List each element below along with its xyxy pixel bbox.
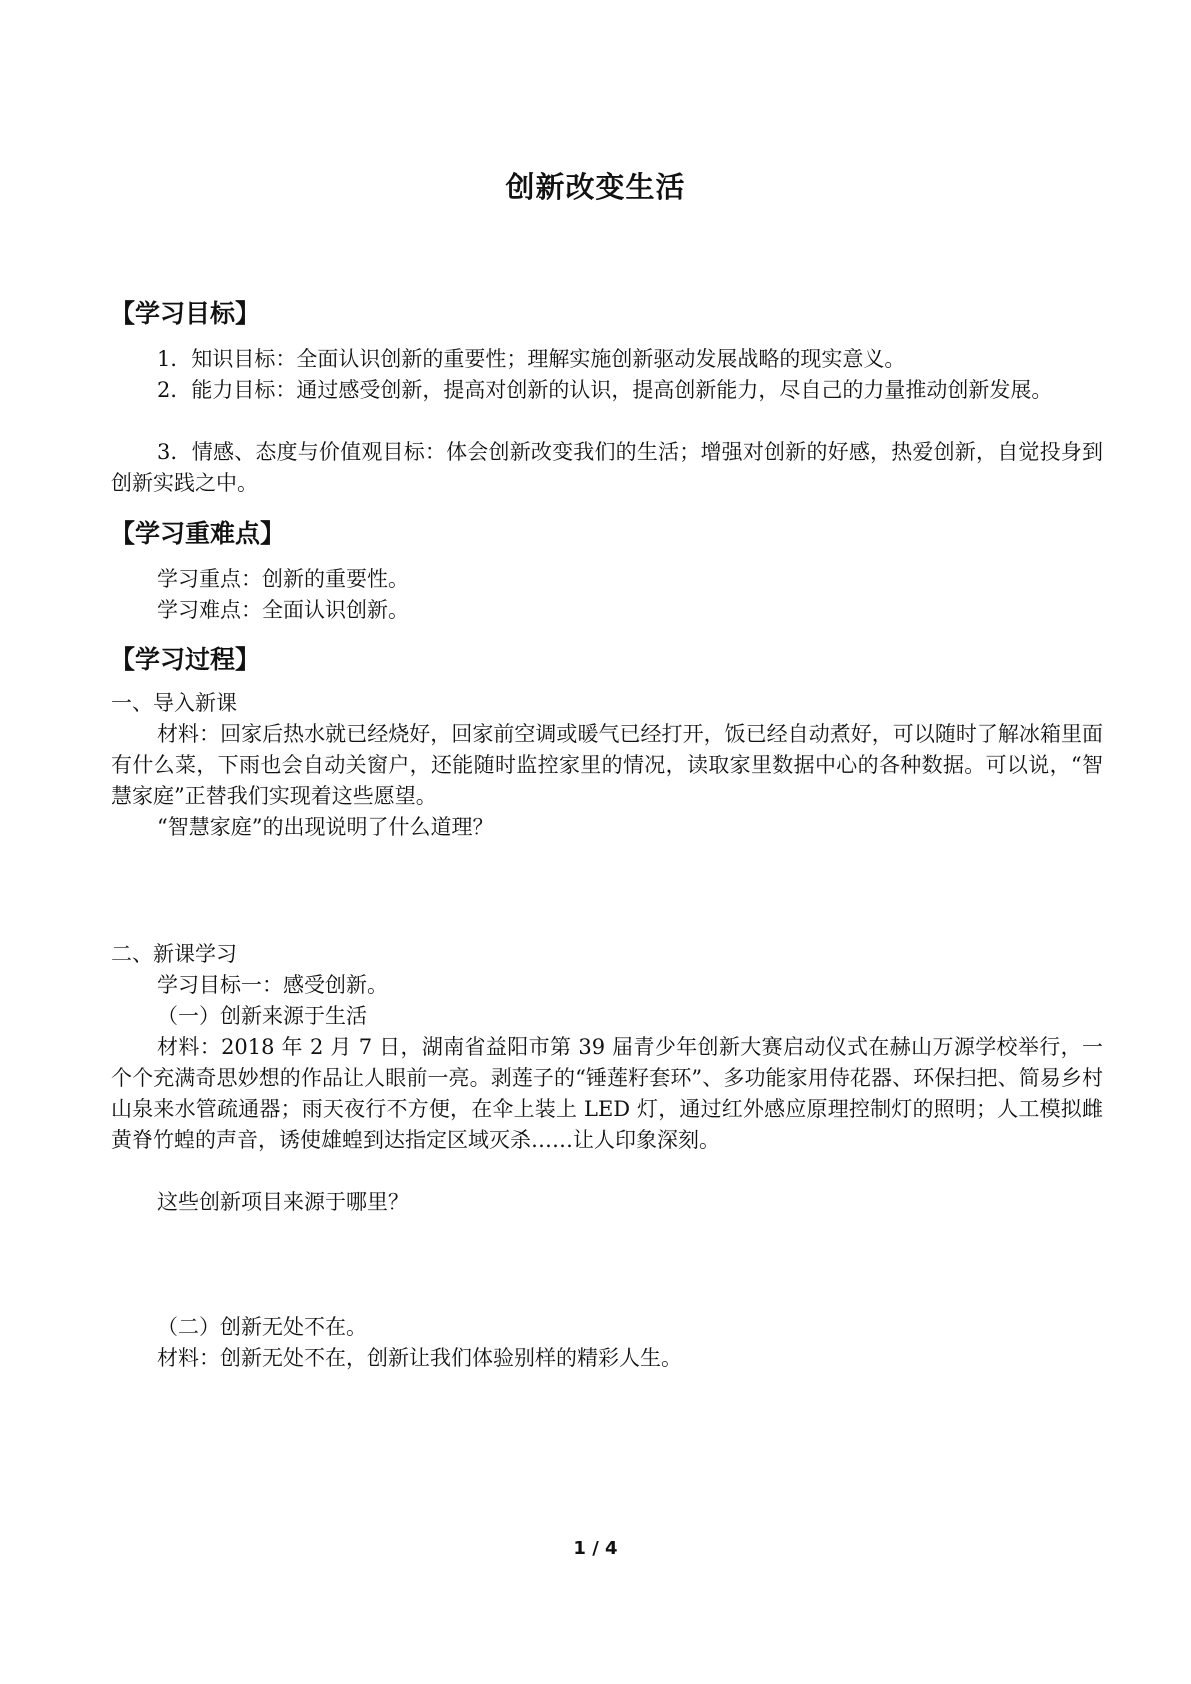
part2-label: 二、新课学习: [111, 942, 237, 966]
page-number: 1 / 4: [573, 1538, 618, 1559]
part2-material2: 材料：创新无处不在，创新让我们体验别样的精彩人生。: [157, 1346, 682, 1370]
process-heading: 【学习过程】: [110, 645, 261, 674]
part1-material: 材料：回家后热水就已经烧好，回家前空调或暖气已经打开，饭已经自动煮好，可以随时了解冰箱里面有什么菜，下雨也会自动关窗户，还能随时监控家里的情况，读取家里数据中心的各种数据。可以说，“智慧家庭”正替我们实现着这些愿望。: [111, 722, 1103, 808]
goals-heading: 【学习目标】: [110, 299, 261, 328]
part2-goal: 学习目标一：感受创新。: [157, 973, 388, 997]
goal-item-2: 2．能力目标：通过感受创新，提高对创新的认识，提高创新能力，尽自己的力量推动创新发展。: [157, 378, 1053, 402]
part1-label: 一、导入新课: [111, 691, 237, 715]
part2-question1: 这些创新项目来源于哪里？: [157, 1190, 409, 1214]
goal-item-1: 1．知识目标：全面认识创新的重要性；理解实施创新驱动发展战略的现实意义。: [157, 347, 906, 371]
part2-sub1: （一）创新来源于生活: [157, 1004, 367, 1028]
page-title: 创新改变生活: [505, 170, 686, 204]
part1-question: “智慧家庭”的出现说明了什么道理？: [157, 815, 494, 839]
difficulty-point: 学习难点：全面认识创新。: [157, 598, 409, 622]
goal-item-3: 3．情感、态度与价值观目标：体会创新改变我们的生活；增强对创新的好感，热爱创新，自觉投身到创新实践之中。: [111, 440, 1103, 495]
focus-point: 学习重点：创新的重要性。: [157, 567, 409, 591]
key-points-heading: 【学习重难点】: [110, 519, 286, 548]
part2-sub2: （二）创新无处不在。: [157, 1315, 367, 1339]
part2-material1: 材料：2018 年 2 月 7 日，湖南省益阳市第 39 届青少年创新大赛启动仪式在赫山万源学校举行，一个个充满奇思妙想的作品让人眼前一亮。剥莲子的“锤莲籽套环”、多功能家用侍花器、环保扫把、简易乡村山泉来水管疏通器；雨天夜行不方便，在伞上装上 LED 灯，通过红外感应原理控制灯的照明；人工模拟雌黄脊竹蝗的声音，诱使雄蝗到达指定区域灭杀……让人印象深刻。: [111, 1035, 1103, 1152]
